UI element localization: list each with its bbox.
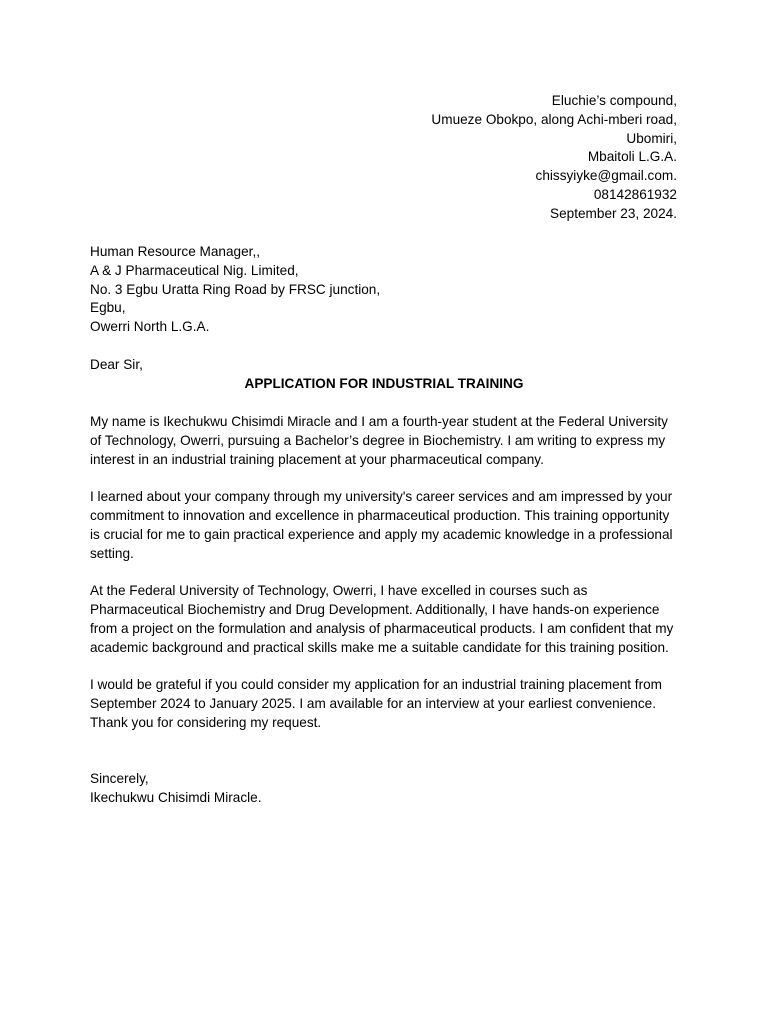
recipient-address bbox=[90, 243, 380, 337]
recipient-line: No. 3 Egbu Uratta Ring Road by FRSC junction, bbox=[90, 281, 381, 297]
recipient-line: A & J Pharmaceutical Nig. Limited, bbox=[90, 262, 299, 278]
signature-name: Ikechukwu Chisimdi Miracle. bbox=[90, 789, 262, 805]
letter-body bbox=[90, 413, 680, 751]
body-paragraph: I would be grateful if you could consider my application for an industrial training placement from September 2024 to January 2025. I am available for an interview at your earliest convenience. Thank you for considering my request. bbox=[90, 677, 662, 730]
sender-line: Mbaitoli L.G.A. bbox=[587, 149, 677, 165]
salutation: Dear Sir, bbox=[90, 357, 143, 372]
sender-phone: 08142861932 bbox=[593, 186, 677, 202]
body-paragraph: My name is Ikechukwu Chisimdi Miracle and I am a fourth-year student at the Federal University of Technology, Owerri, pursuing a Bachelor’s degree in Biochemistry. I am writing to express my interest in an industrial training placement at your pharmaceutical company. bbox=[90, 414, 668, 467]
recipient-line: Human Resource Manager,, bbox=[90, 244, 261, 259]
body-paragraph: At the Federal University of Technology, Owerri, I have excelled in courses such as Pharmaceutical Biochemistry and Drug Development. Additionally, I have hands-on experience from a project on the formulation and analysis of pharmaceutical products. I am confident that my academic background and practical skills make me a suitable candidate for this training position. bbox=[90, 583, 674, 655]
recipient-line: Owerri North L.G.A. bbox=[90, 319, 210, 335]
sender-line: Eluchie’s compound, bbox=[551, 93, 677, 108]
body-paragraph: I learned about your company through my university's career services and am impressed by your commitment to innovation and excellence in pharmaceutical production. This training opportunity is crucial for me to gain practical experience and apply my academic knowledge in a professional setting. bbox=[90, 489, 673, 561]
sender-line: Ubomiri, bbox=[626, 130, 677, 146]
subject-heading: APPLICATION FOR INDUSTRIAL TRAINING bbox=[244, 376, 524, 391]
sender-line: Umueze Obokpo, along Achi-mberi road, bbox=[431, 111, 677, 127]
sender-address bbox=[431, 92, 677, 224]
letter-closing bbox=[90, 770, 261, 808]
recipient-line: Egbu, bbox=[90, 300, 126, 316]
sender-email: chissyiyke@gmail.com. bbox=[535, 168, 677, 184]
letter-date: September 23, 2024. bbox=[550, 205, 677, 221]
valediction: Sincerely, bbox=[90, 771, 149, 786]
